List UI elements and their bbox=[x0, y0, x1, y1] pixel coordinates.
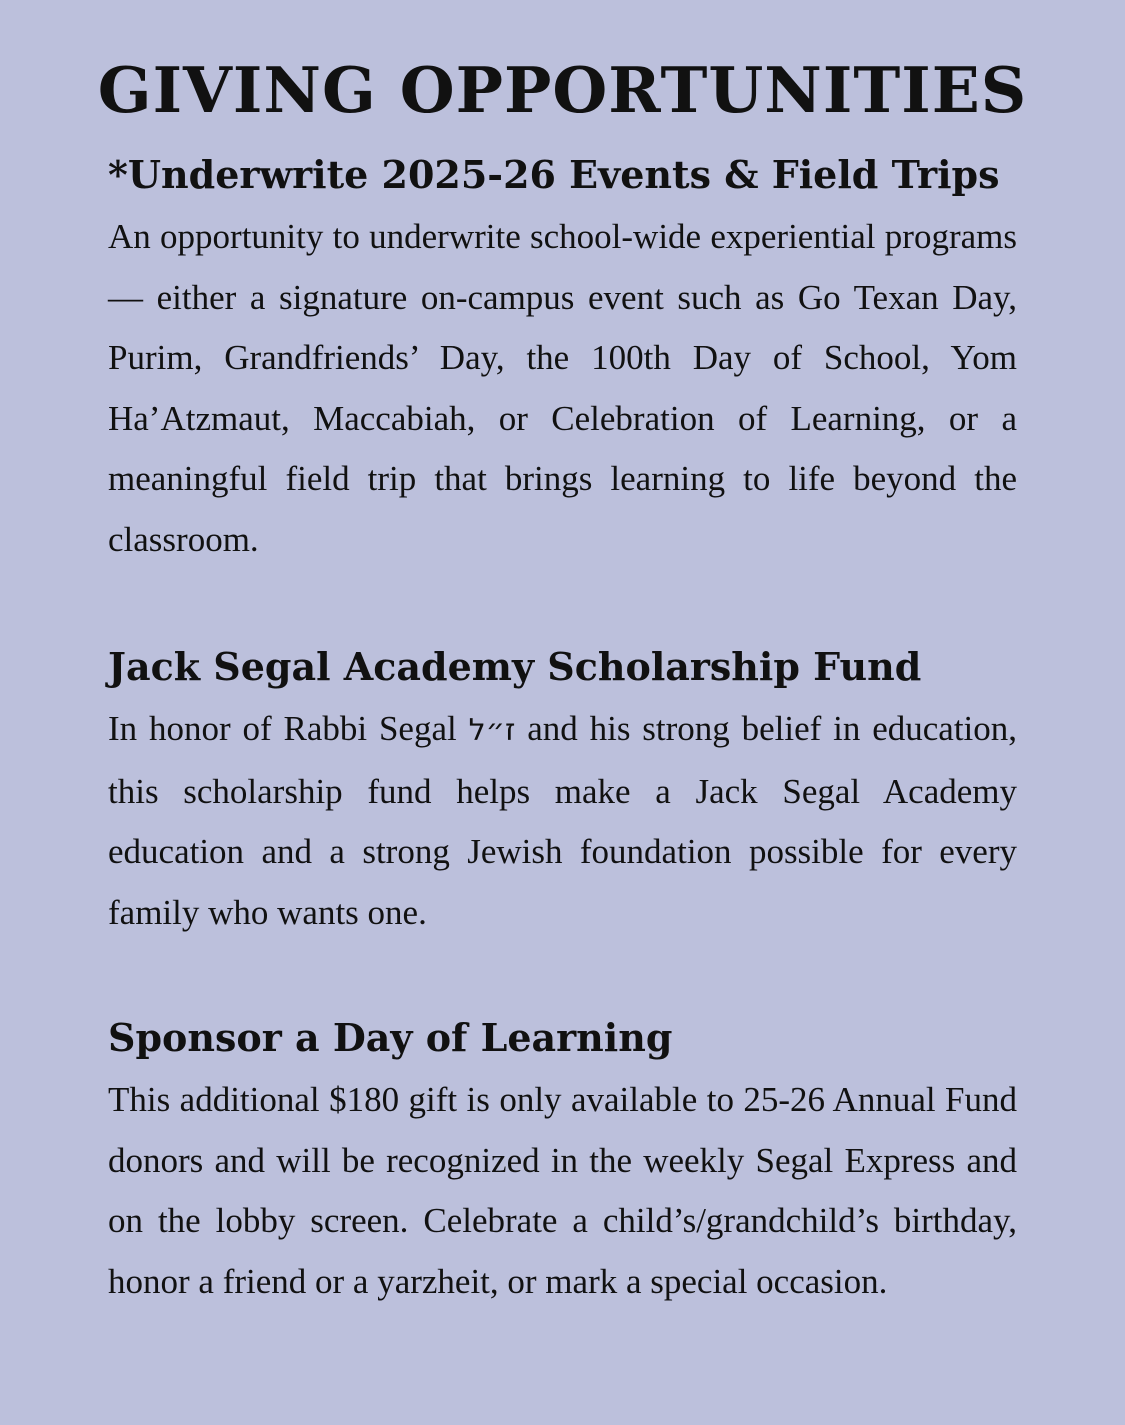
section-body: This additional $180 gift is only available to 25-26 Annual Fund donors and will be recognized in the weekly Segal Express and on the lobby screen. Celebrate a child’s/grandchild’s birthday, honor a friend or a yarzheit, or mark a special occasion. bbox=[108, 1080, 1017, 1301]
section-body bbox=[108, 699, 1017, 943]
body-text-after: and his strong belief in education, this scholarship fund helps make a Jack Segal Academy education and a strong Jewish foundation possible for every family who wants one. bbox=[108, 709, 1018, 932]
section-scholarship-fund bbox=[108, 642, 1017, 943]
section-heading: *Underwrite 2025-26 Events & Field Trips bbox=[108, 152, 1000, 197]
section-sponsor-day bbox=[108, 1013, 1017, 1312]
body-text-before: In honor of Rabbi Segal bbox=[108, 709, 457, 748]
section-heading: Sponsor a Day of Learning bbox=[108, 1015, 673, 1060]
section-heading: Jack Segal Academy Scholarship Fund bbox=[108, 644, 922, 689]
page-title: GIVING OPPORTUNITIES bbox=[97, 53, 1028, 127]
hebrew-honorific: ז״ל bbox=[468, 713, 516, 748]
section-body: An opportunity to underwrite school-wide experiential programs — either a signature on-campus event such as Go Texan Day, Purim, Grandfriends’ Day, the 100th Day of School, Yom Ha’Atzmaut, Maccabiah, or Celebration of Learning, or a meaningful field trip that brings learning to life beyond the classroom. bbox=[108, 217, 1017, 559]
section-underwrite-events bbox=[108, 150, 1017, 570]
